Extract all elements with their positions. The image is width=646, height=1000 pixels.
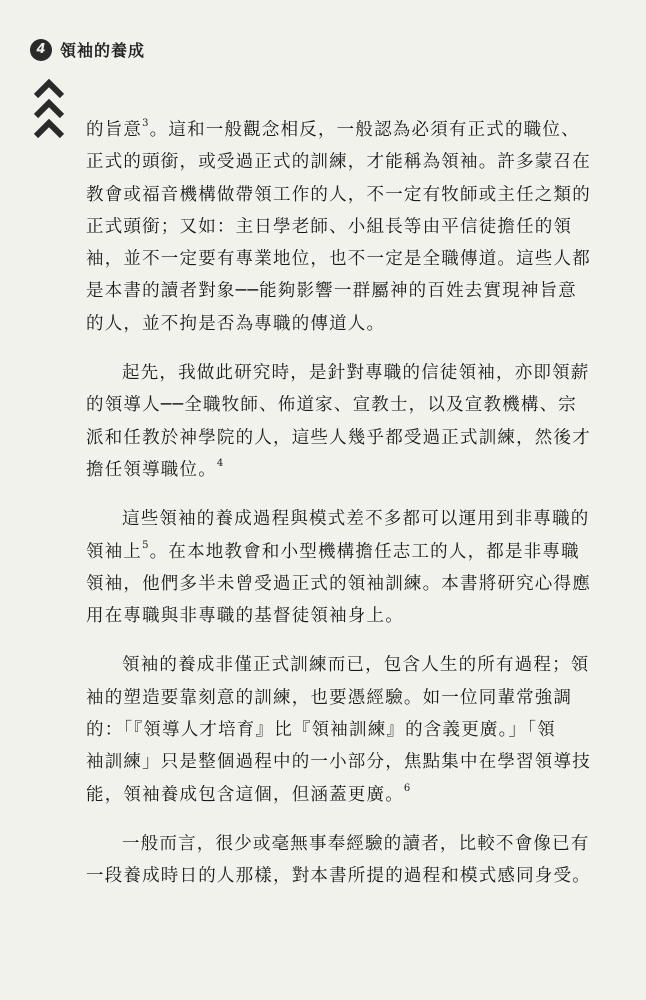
text-line: 用在專職與非專職的基督徒領袖身上。 [86, 606, 404, 627]
text-line: 起先，我做此研究時，是針對專職的信徒領袖，亦即領薪 [122, 363, 590, 384]
footnote-marker: 5 [142, 539, 150, 551]
running-header [30, 38, 145, 61]
text-line: 教會或福音機構做帶領工作的人，不一定有牧師或主任之類的 [86, 184, 591, 205]
text-line: 能，領袖養成包含這個，但涵蓋更廣。$^6$ [86, 782, 412, 805]
running-title: 領袖的養成 [60, 41, 146, 60]
text-line: 的旨意$^3$。這和一般觀念相反，一般認為必須有正式的職位、 [86, 118, 580, 140]
text-line: 袖，並不一定要有專業地位，也不一定是全職傳道。這些人都 [86, 249, 591, 270]
text-line: 袖的塑造要靠刻意的訓練，也要憑經驗。如一位同輩常強調 [86, 687, 573, 708]
text-line: 領袖，他們多半未曾受過正式的領袖訓練。本書將研究心得應 [86, 573, 591, 594]
text-line: 袖訓練」只是整個過程中的一小部分，焦點集中在學習領導技 [86, 752, 591, 773]
text-line: 的人，並不拘是否為專職的傳道人。 [86, 313, 386, 334]
chevron-up-icon [32, 76, 66, 140]
text-line: 是本書的讀者對象──能夠影響一群屬神的百姓去實現神旨意 [86, 281, 577, 302]
text-line: 的領導人──全職牧師、佈道家、宣教士，以及宣教機構、宗 [86, 395, 577, 416]
text-line: 這些領袖的養成過程與模式差不多都可以運用到非專職的 [122, 509, 590, 530]
footnote-marker: 4 [216, 458, 225, 470]
text-line: 一段養成時日的人那樣，對本書所提的過程和模式感同身受。 [86, 866, 591, 887]
text-line: 一般而言，很少或毫無事奉經驗的讀者，比較不會像已有 [122, 833, 590, 854]
text-line: 派和任教於神學院的人，這些人幾乎都受過正式訓練，然後才 [86, 427, 591, 448]
text-line: 正式頭銜；又如：主日學老師、小組長等由平信徒擔任的領 [86, 216, 573, 237]
text-line: 領袖上$^5$。在本地教會和小型機構擔任志工的人，都是非專職 [86, 539, 580, 562]
footnote-marker: 3 [142, 118, 150, 130]
body-text [86, 114, 606, 893]
text-line: 擔任領導職位。$^4$ [86, 458, 225, 480]
text-line: 的：「『領導人才培育』比『領袖訓練』的含義更廣。」「領 [86, 720, 556, 741]
text-line: 領袖的養成非僅正式訓練而已，包含人生的所有過程；領 [122, 655, 590, 676]
text-line: 正式的頭銜，或受過正式的訓練，才能稱為領袖。許多蒙召在 [86, 152, 591, 173]
page-number-badge: 4 [30, 39, 52, 61]
footnote-marker: 6 [403, 782, 412, 794]
